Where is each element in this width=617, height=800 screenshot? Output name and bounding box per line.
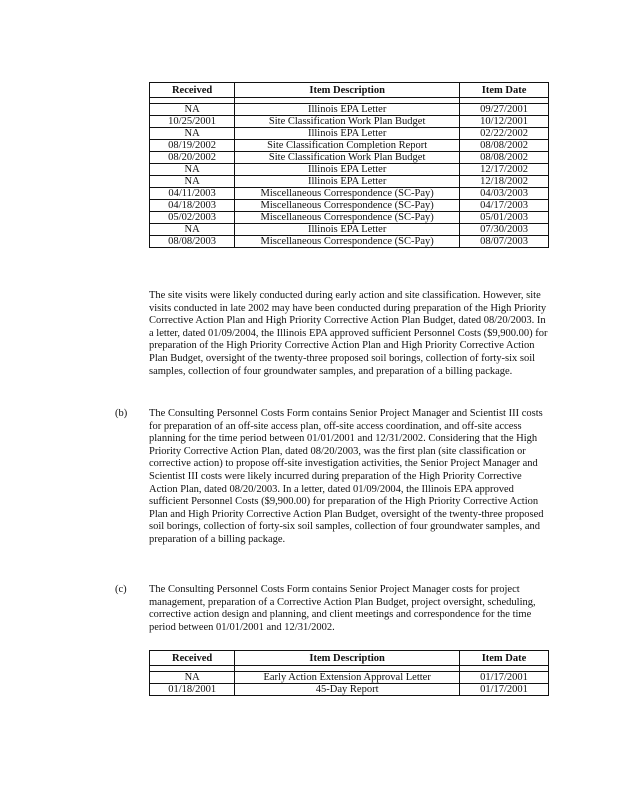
cell-received: NA xyxy=(150,672,235,684)
cell-description: Illinois EPA Letter xyxy=(235,104,460,116)
header-received: Received xyxy=(150,651,235,666)
cell-date: 07/30/2003 xyxy=(460,224,549,236)
cell-date: 02/22/2002 xyxy=(460,128,549,140)
cell-received: 01/18/2001 xyxy=(150,684,235,696)
header-item-description: Item Description xyxy=(235,83,460,98)
cell-date: 12/18/2002 xyxy=(460,176,549,188)
cell-description: Site Classification Completion Report xyxy=(235,140,460,152)
cell-received: 08/08/2003 xyxy=(150,236,235,248)
table-row xyxy=(150,152,549,164)
cell-description: Miscellaneous Correspondence (SC-Pay) xyxy=(235,236,460,248)
cell-received: 10/25/2001 xyxy=(150,116,235,128)
table-row xyxy=(150,672,549,684)
table-header-row xyxy=(150,651,549,666)
table-row xyxy=(150,116,549,128)
cell-description: Illinois EPA Letter xyxy=(235,164,460,176)
cell-description: Miscellaneous Correspondence (SC-Pay) xyxy=(235,188,460,200)
cell-date: 08/08/2002 xyxy=(460,140,549,152)
table-row xyxy=(150,188,549,200)
cell-date: 12/17/2002 xyxy=(460,164,549,176)
cell-description: Illinois EPA Letter xyxy=(235,176,460,188)
cell-description: Early Action Extension Approval Letter xyxy=(235,672,460,684)
item-c-label: (c) xyxy=(115,584,127,595)
cell-received: NA xyxy=(150,104,235,116)
cell-received: NA xyxy=(150,128,235,140)
header-received: Received xyxy=(150,83,235,98)
table-row xyxy=(150,200,549,212)
table-row xyxy=(150,684,549,696)
cell-description: Site Classification Work Plan Budget xyxy=(235,152,460,164)
table-row xyxy=(150,164,549,176)
cell-description: Miscellaneous Correspondence (SC-Pay) xyxy=(235,200,460,212)
item-b-paragraph: The Consulting Personnel Costs Form contains Senior Project Manager and Scientist III costs for preparation of an off-site access plan, off-site access coordination, and off-site access planning for the time period between 01/01/2001 and 12/31/2002. Considering that the High Priority Corrective Action Plan, dated 08/20/2003, was the first plan (site classification or corrective action) to propose off-site investigation activities, the Senior Project Manager and Scientist III costs were likely incurred during preparation of the High Priority Corrective Action Plan, dated 08/20/2003. In a letter, dated 01/09/2004, the Illinois EPA approved sufficient Personnel Costs ($9,900.00) for preparation of the High Priority Corrective Action Plan and High Priority Corrective Action Plan Budget, oversight of the twenty-three proposed soil borings, collection of forty-six soil samples, collection of four groundwater samples, and preparation of a billing package. xyxy=(149,408,544,545)
header-item-date: Item Date xyxy=(459,651,548,666)
cell-received: NA xyxy=(150,224,235,236)
table-header-row xyxy=(150,83,549,98)
intro-paragraph: The site visits were likely conducted during early action and site classification. However, site visits conducted in late 2002 may have been conducted during preparation of the High Priority Corrective Action Plan and High Priority Corrective Action Plan Budget, dated 08/20/2003. In a letter, dated 01/09/2004, the Illinois EPA approved sufficient Personnel Costs ($9,900.00) for preparation of the High Priority Corrective Action Plan and High Priority Corrective Action Plan Budget, oversight of the twenty-three proposed soil borings, collection of forty-six soil samples, collection of four groundwater samples, and preparation of a billing package. xyxy=(149,290,548,377)
cell-date: 05/01/2003 xyxy=(460,212,549,224)
table-row xyxy=(150,104,549,116)
header-item-description: Item Description xyxy=(235,651,460,666)
cell-date: 09/27/2001 xyxy=(460,104,549,116)
cell-description: 45-Day Report xyxy=(235,684,460,696)
cell-received: 04/18/2003 xyxy=(150,200,235,212)
cell-date: 01/17/2001 xyxy=(459,672,548,684)
item-table-1 xyxy=(149,82,549,248)
table-row xyxy=(150,224,549,236)
table-row xyxy=(150,128,549,140)
cell-received: NA xyxy=(150,176,235,188)
table-row xyxy=(150,212,549,224)
cell-date: 10/12/2001 xyxy=(460,116,549,128)
cell-description: Illinois EPA Letter xyxy=(235,128,460,140)
item-c-paragraph: The Consulting Personnel Costs Form contains Senior Project Manager costs for project management, preparation of a Corrective Action Plan Budget, project oversight, scheduling, corrective action design and planning, and client meetings and correspondence for the time period between 01/01/2001 and 12/31/2002. xyxy=(149,584,536,633)
cell-description: Site Classification Work Plan Budget xyxy=(235,116,460,128)
cell-date: 01/17/2001 xyxy=(459,684,548,696)
cell-description: Illinois EPA Letter xyxy=(235,224,460,236)
cell-received: NA xyxy=(150,164,235,176)
cell-date: 04/17/2003 xyxy=(460,200,549,212)
item-table-2 xyxy=(149,650,549,696)
cell-date: 08/07/2003 xyxy=(460,236,549,248)
table-row xyxy=(150,176,549,188)
cell-received: 05/02/2003 xyxy=(150,212,235,224)
cell-received: 08/20/2002 xyxy=(150,152,235,164)
cell-date: 08/08/2002 xyxy=(460,152,549,164)
table-row xyxy=(150,236,549,248)
table-row xyxy=(150,140,549,152)
item-b-label: (b) xyxy=(115,408,128,419)
cell-received: 08/19/2002 xyxy=(150,140,235,152)
cell-date: 04/03/2003 xyxy=(460,188,549,200)
cell-received: 04/11/2003 xyxy=(150,188,235,200)
cell-description: Miscellaneous Correspondence (SC-Pay) xyxy=(235,212,460,224)
header-item-date: Item Date xyxy=(460,83,549,98)
